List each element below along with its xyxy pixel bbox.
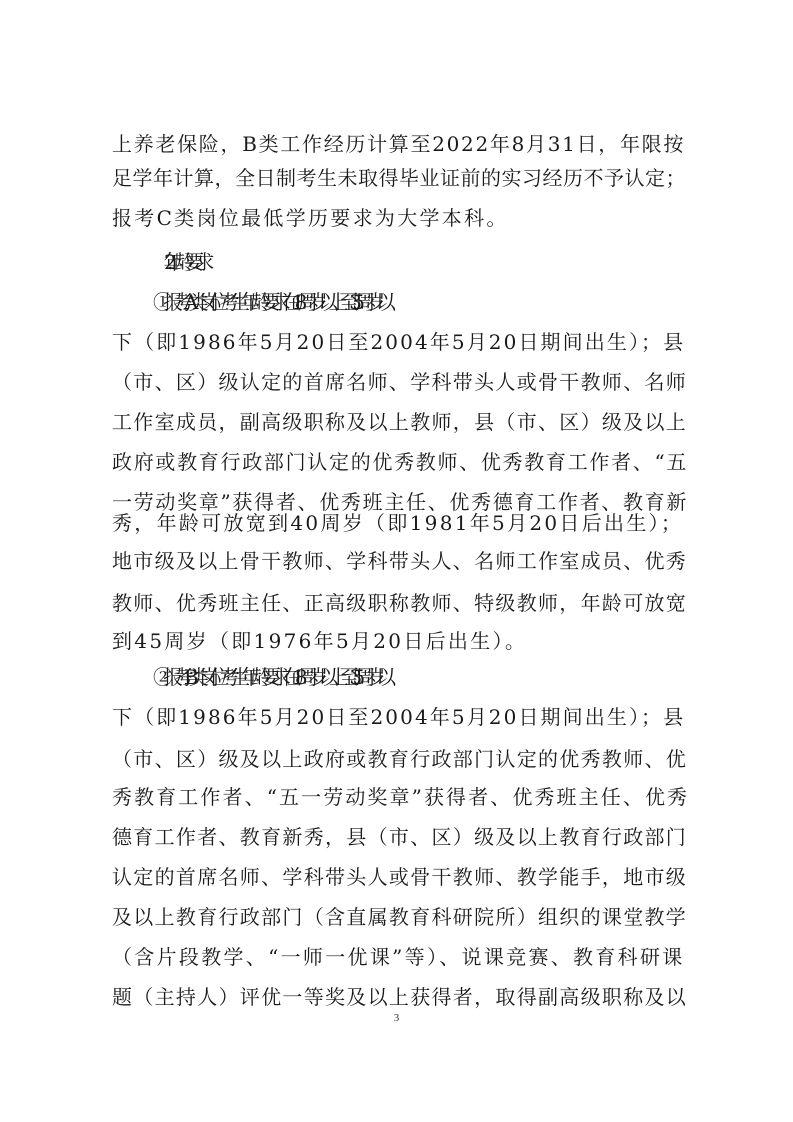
paragraph-line-8: 工作室成员，副高级职称及以上教师，县（市、区）级及以上 [112, 410, 688, 434]
paragraph-line-13: 教师、优秀班主任、正高级职称教师、特级教师，年龄可放宽 [112, 591, 688, 615]
section-heading: 2.年龄要求 [164, 250, 205, 274]
paragraph-line-15: ②报考B类岗位考生年龄要求在18周岁以上至35周岁以 [153, 665, 387, 689]
paragraph-line-12: 地市级及以上骨干教师、学科带头人、名师工作室成员、优秀 [112, 549, 688, 573]
paragraph-line-23: 题（主持人）评优一等奖及以上获得者，取得副高级职称及以 [112, 985, 688, 1009]
paragraph-line-11: 秀，年龄可放宽到40周岁（即1981年5月20日后出生）； [112, 511, 684, 535]
page-number: 3 [393, 1012, 400, 1024]
paragraph-line-19: 德育工作者、教育新秀，县（市、区）级及以上教育行政部门 [112, 825, 688, 849]
paragraph-line-3: 报考C类岗位最低学历要求为大学本科。 [112, 206, 509, 230]
paragraph-line-14: 到45周岁（即1976年5月20日后出生）。 [112, 629, 528, 653]
paragraph-line-6: 下（即1986年5月20日至2004年5月20日期间出生）；县 [112, 330, 686, 354]
paragraph-line-7: （市、区）级认定的首席名师、学科带头人或骨干教师、名师 [112, 370, 688, 394]
paragraph-line-16: 下（即1986年5月20日至2004年5月20日期间出生）；县 [112, 705, 686, 729]
paragraph-line-9: 政府或教育行政部门认定的优秀教师、优秀教育工作者、“五 [112, 450, 689, 474]
paragraph-line-5: ①报考A类岗位考生年龄要求在18周岁以上至35周岁以 [153, 290, 387, 314]
paragraph-line-2: 足学年计算，全日制考生未取得毕业证前的实习经历不予认定； [112, 166, 686, 190]
paragraph-line-21: 及以上教育行政部门（含直属教育科研院所）组织的课堂教学 [112, 905, 688, 929]
paragraph-line-17: （市、区）级及以上政府或教育行政部门认定的优秀教师、优 [112, 747, 688, 771]
paragraph-line-1: 上养老保险，B类工作经历计算至2022年8月31日，年限按 [112, 132, 686, 156]
paragraph-line-18: 秀教育工作者、“五一劳动奖章”获得者、优秀班主任、优秀 [112, 785, 690, 809]
paragraph-line-10: 一劳动奖章”获得者、优秀班主任、优秀德育工作者、教育新 [112, 490, 689, 514]
paragraph-line-22: （含片段教学、“一师一优课”等）、说课竞赛、教育科研课 [112, 945, 685, 969]
paragraph-line-20: 认定的首席名师、学科带头人或骨干教师、教学能手，地市级 [112, 865, 688, 889]
